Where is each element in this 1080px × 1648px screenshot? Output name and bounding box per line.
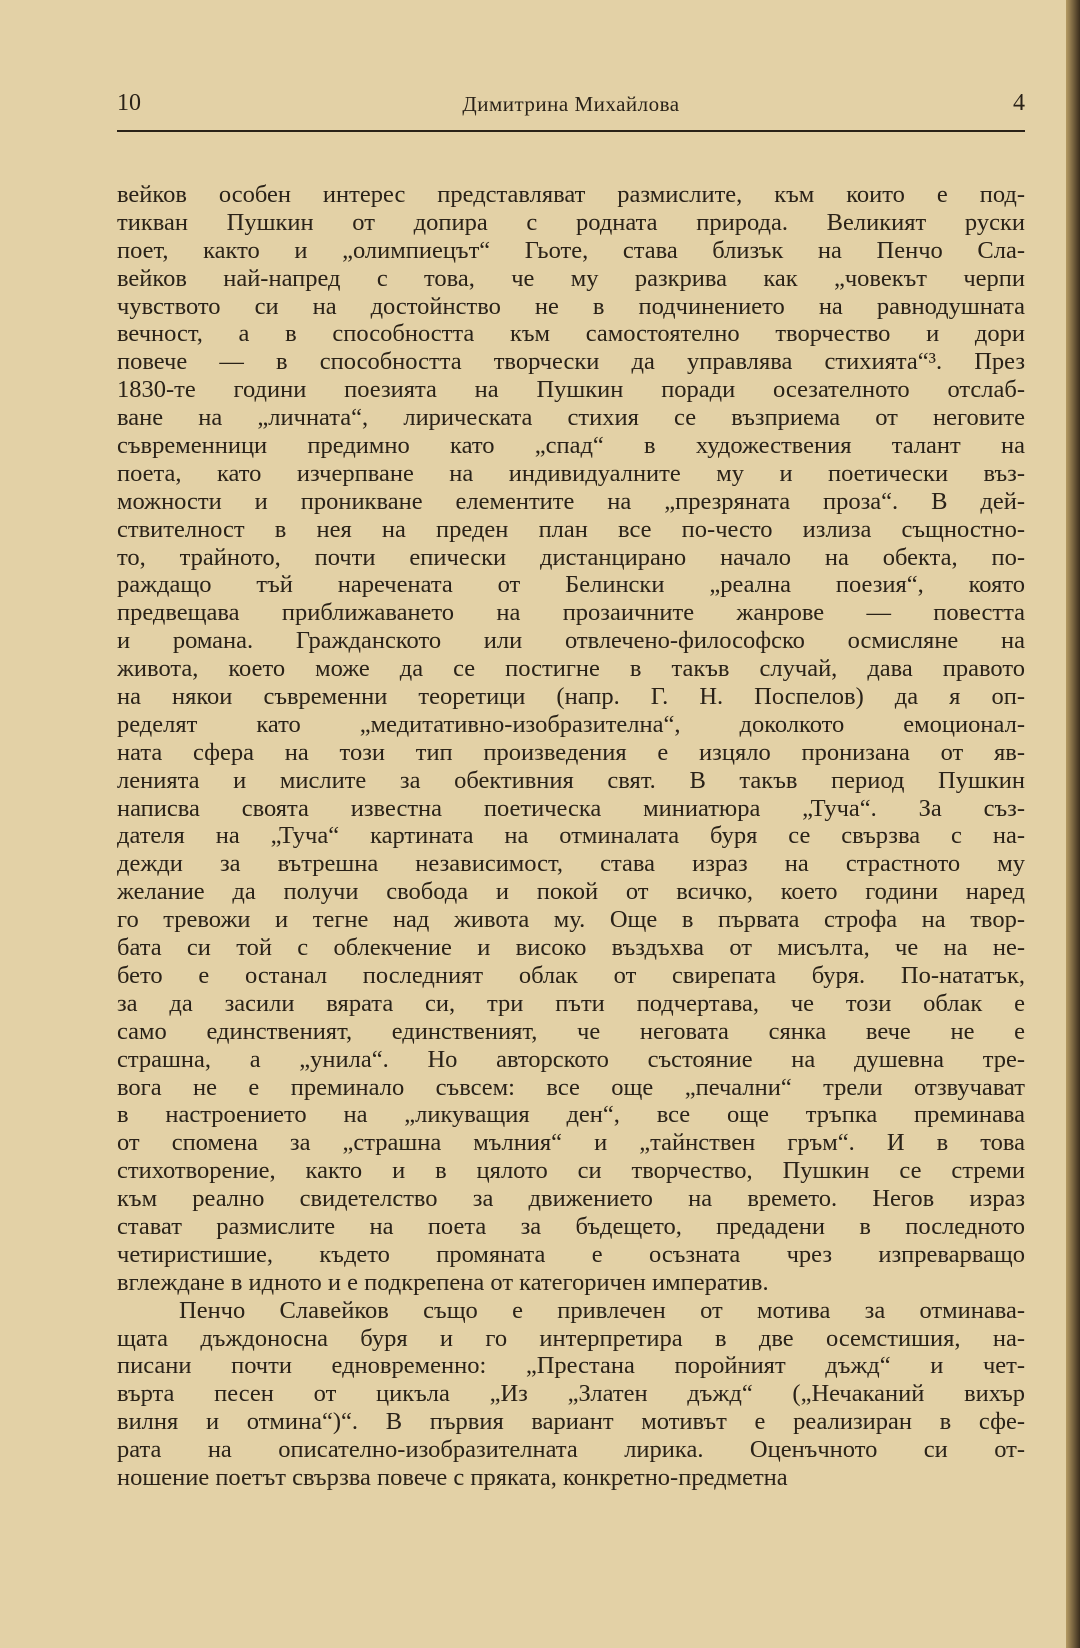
text-line: в настроението на „ликуващия ден“, все още тръпка преминава: [117, 1101, 1025, 1129]
text-line: вилня и отмина“)“. В първия вариант мотивът е реализиран в сфе-: [117, 1408, 1025, 1436]
text-line: раждащо тъй наречената от Белински „реална поезия“, която: [117, 571, 1025, 599]
text-line: на някои съвременни теоретици (напр. Г. Н. Поспелов) да я оп-: [117, 683, 1025, 711]
body-text: [117, 181, 1025, 1492]
text-line: съвременници предимно като „спад“ в художествения талант на: [117, 432, 1025, 460]
text-line: дежди за вътрешна независимост, става израз на страстното му: [117, 850, 1025, 878]
page-number: 10: [117, 90, 141, 116]
text-line: можности и проникване елементите на „презряната проза“. В дей-: [117, 487, 1025, 515]
text-line: го тревожи и тегне над живота му. Още в първата строфа на твор-: [117, 906, 1025, 934]
text-line: четиристишие, където промяната е осъзната чрез изпреварващо: [117, 1240, 1025, 1268]
text-line: стихотворение, както и в цялото си творчество, Пушкин се стреми: [117, 1157, 1025, 1185]
text-line: ната сфера на този тип произведения е изцяло пронизана от яв-: [117, 738, 1025, 766]
text-line: само единственият, единственият, че неговата сянка вече не е: [117, 1017, 1025, 1045]
text-line: поет, както и „олимпиецът“ Гьоте, става близък на Пенчо Сла-: [117, 236, 1025, 264]
running-header-author: Димитрина Михайлова: [462, 92, 680, 116]
text-line: то, трайното, почти епически дистанцирано начало на обекта, по-: [117, 543, 1025, 571]
page-edge-shadow: [1066, 0, 1080, 1648]
text-line: върта песен от цикъла „Из „Златен дъжд“ („Нечаканий вихър: [117, 1380, 1025, 1408]
text-line: бата си той с облекчение и високо въздъхва от мисълта, че на не-: [117, 934, 1025, 962]
text-line: ределят като „медитативно-изобразителна“, доколкото емоционал-: [117, 710, 1025, 738]
text-line: вога не е преминало съвсем: все още „печални“ трели отзвучават: [117, 1073, 1025, 1101]
text-line: от спомена за „страшна мълния“ и „тайнствен гръм“. И в това: [117, 1129, 1025, 1157]
text-line: стават размислите на поета за бъдещето, предадени в последното: [117, 1212, 1025, 1240]
text-line: ване на „личната“, лирическата стихия се възприема от неговите: [117, 404, 1025, 432]
text-line: ствителност в нея на преден план все по-често излиза същностно-: [117, 515, 1025, 543]
text-line: вечност, а в способността към самостоятелно творчество и дори: [117, 320, 1025, 348]
paragraph: [117, 1297, 1025, 1492]
text-line: писани почти едновременно: „Престана поройният дъжд“ и чет-: [117, 1352, 1025, 1380]
text-line: вглеждане в идното и е подкрепена от категоричен императив.: [117, 1268, 769, 1296]
text-line: живота, което може да се постигне в такъв случай, дава правото: [117, 655, 1025, 683]
text-line: повече — в способността творчески да управлява стихията“³. През: [117, 348, 1025, 376]
text-line: поета, като изчерпване на индивидуалните му и поетически въз-: [117, 459, 1025, 487]
text-line: желание да получи свобода и покой от всичко, което години наред: [117, 878, 1025, 906]
text-line: тикван Пушкин от допира с родната природа. Великият руски: [117, 208, 1025, 236]
text-line: чувството си на достойнство не в подчинението на равнодушната: [117, 292, 1025, 320]
text-line: рата на описателно-изобразителната лирика. Оценъчното си от-: [117, 1436, 1025, 1464]
text-line: и романа. Гражданското или отвлечено-философско осмисляне на: [117, 627, 1025, 655]
text-line: бето е останал последният облак от свирепата буря. По-нататък,: [117, 961, 1025, 989]
running-header: [117, 90, 1025, 120]
text-line: Пенчо Славейков също е привлечен от мотива за отминава-: [179, 1296, 1025, 1324]
text-line: написва своята известна поетическа миниатюра „Туча“. За съз-: [117, 794, 1025, 822]
text-line: 1830-те години поезията на Пушкин поради осезателното отслаб-: [117, 376, 1025, 404]
text-line: за да засили вярата си, три пъти подчертава, че този облак е: [117, 989, 1025, 1017]
header-rule: [117, 130, 1025, 132]
text-line: предвещава приближаването на прозаичните жанрове — повестта: [117, 599, 1025, 627]
text-line: страшна, а „унила“. Но авторското състояние на душевна тре-: [117, 1045, 1025, 1073]
text-line: щата дъждоносна буря и го интерпретира в две осемстишия, на-: [117, 1324, 1025, 1352]
text-line: към реално свидетелство за движението на времето. Негов израз: [117, 1185, 1025, 1213]
chapter-number: 4: [1013, 90, 1025, 116]
text-line: ленията и мислите за обективния свят. В такъв период Пушкин: [117, 766, 1025, 794]
text-line: ношение поетът свързва повече с пряката, конкретно-предметна: [117, 1463, 788, 1491]
paragraph: [117, 181, 1025, 1297]
text-line: вейков най-напред с това, че му разкрива как „човекът черпи: [117, 264, 1025, 292]
text-line: вейков особен интерес представляват размислите, към които е под-: [117, 181, 1025, 208]
text-line: дателя на „Туча“ картината на отминалата буря се свързва с на-: [117, 822, 1025, 850]
